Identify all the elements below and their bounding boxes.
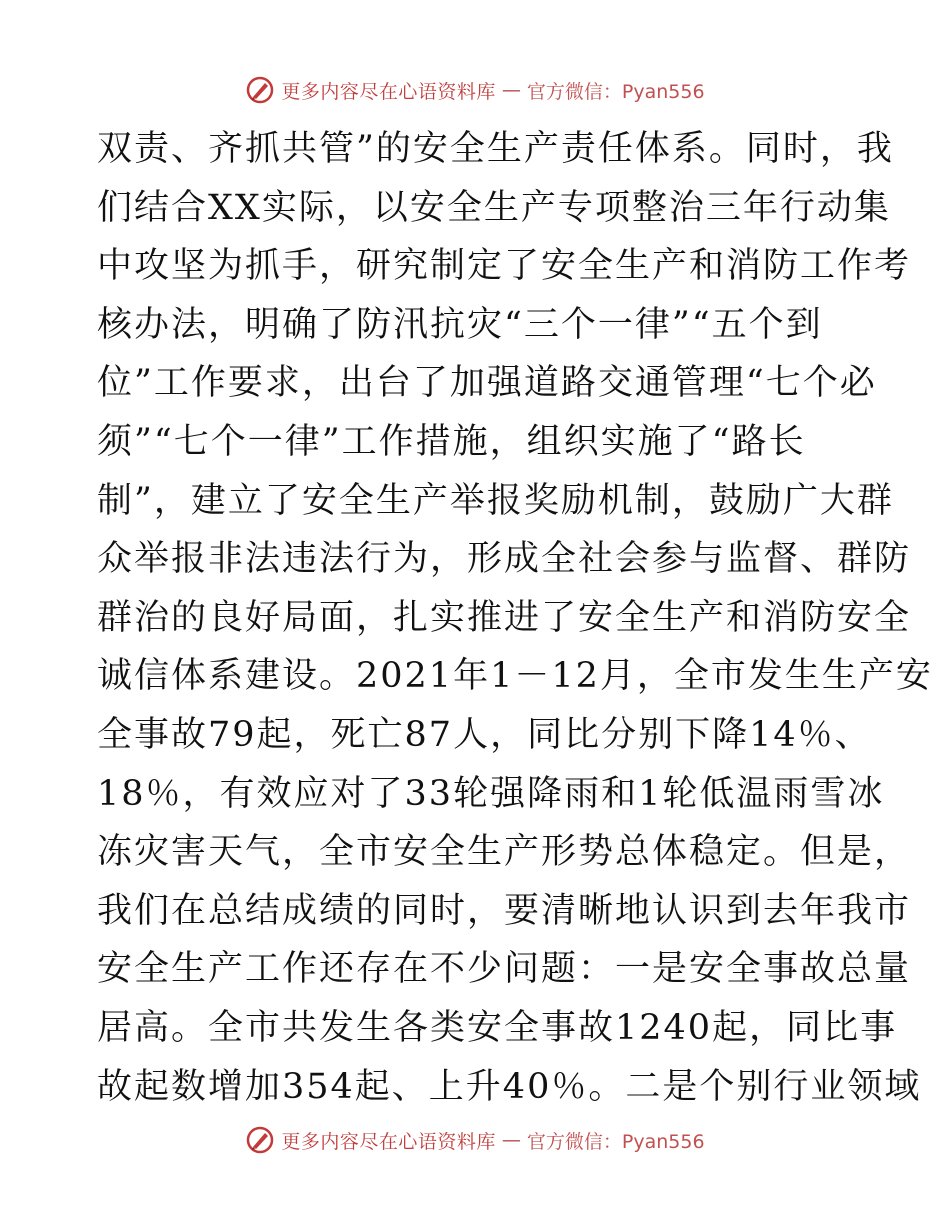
watermark-text: 更多内容尽在心语资料库	[281, 80, 496, 103]
paragraph-line: 须”“七个一律”工作措施，组织实施了“路长	[97, 421, 806, 462]
watermark-text: 更多内容尽在心语资料库	[281, 1130, 496, 1153]
paragraph-line: 18％，有效应对了33轮强降雨和1轮低温雨雪冰	[97, 773, 885, 814]
watermark-contact: 官方微信：Pyan556	[526, 1130, 705, 1153]
paragraph-line: 双责、齐抓共管”的安全生产责任体系。同时，我	[97, 129, 894, 169]
paragraph-line: 核办法，明确了防汛抗灾“三个一律”“五个到	[97, 304, 823, 345]
header-watermark	[0, 74, 950, 106]
paragraph-line: 居高。全市共发生各类安全事故1240起，同比事	[97, 1007, 898, 1048]
pen-logo-icon	[245, 1125, 275, 1155]
document-paragraph	[97, 120, 933, 1116]
paragraph-line: 中攻坚为抓手，研究制定了安全生产和消防工作考	[97, 246, 912, 287]
paragraph-line: 安全生产工作还存在不少问题：一是安全事故总量	[97, 949, 912, 990]
paragraph-line: 全事故79起，死亡87人，同比分别下降14％、	[97, 714, 872, 755]
paragraph-line: 位”工作要求，出台了加强道路交通管理“七个必	[97, 363, 877, 404]
paragraph-line: 冻灾害天气，全市安全生产形势总体稳定。但是，	[97, 832, 912, 873]
watermark-contact: 官方微信：Pyan556	[526, 80, 705, 103]
paragraph-line: 诚信体系建设。2021年1－12月，全市发生生产安	[97, 656, 933, 697]
paragraph-line: 我们在总结成绩的同时，要清晰地认识到去年我市	[97, 890, 912, 931]
watermark-separator: —	[501, 1129, 521, 1151]
paragraph-line: 们结合XX实际，以安全生产专项整治三年行动集	[97, 187, 891, 228]
footer-watermark	[0, 1124, 950, 1156]
watermark-separator: —	[501, 79, 521, 101]
paragraph-line: 故起数增加354起、上升40％。二是个别行业领域	[97, 1066, 922, 1107]
pen-logo-icon	[245, 75, 275, 105]
paragraph-line: 群治的良好局面，扎实推进了安全生产和消防安全	[97, 597, 912, 638]
paragraph-line: 众举报非法违法行为，形成全社会参与监督、群防	[97, 539, 912, 580]
paragraph-line: 制”，建立了安全生产举报奖励机制，鼓励广大群	[97, 480, 894, 521]
